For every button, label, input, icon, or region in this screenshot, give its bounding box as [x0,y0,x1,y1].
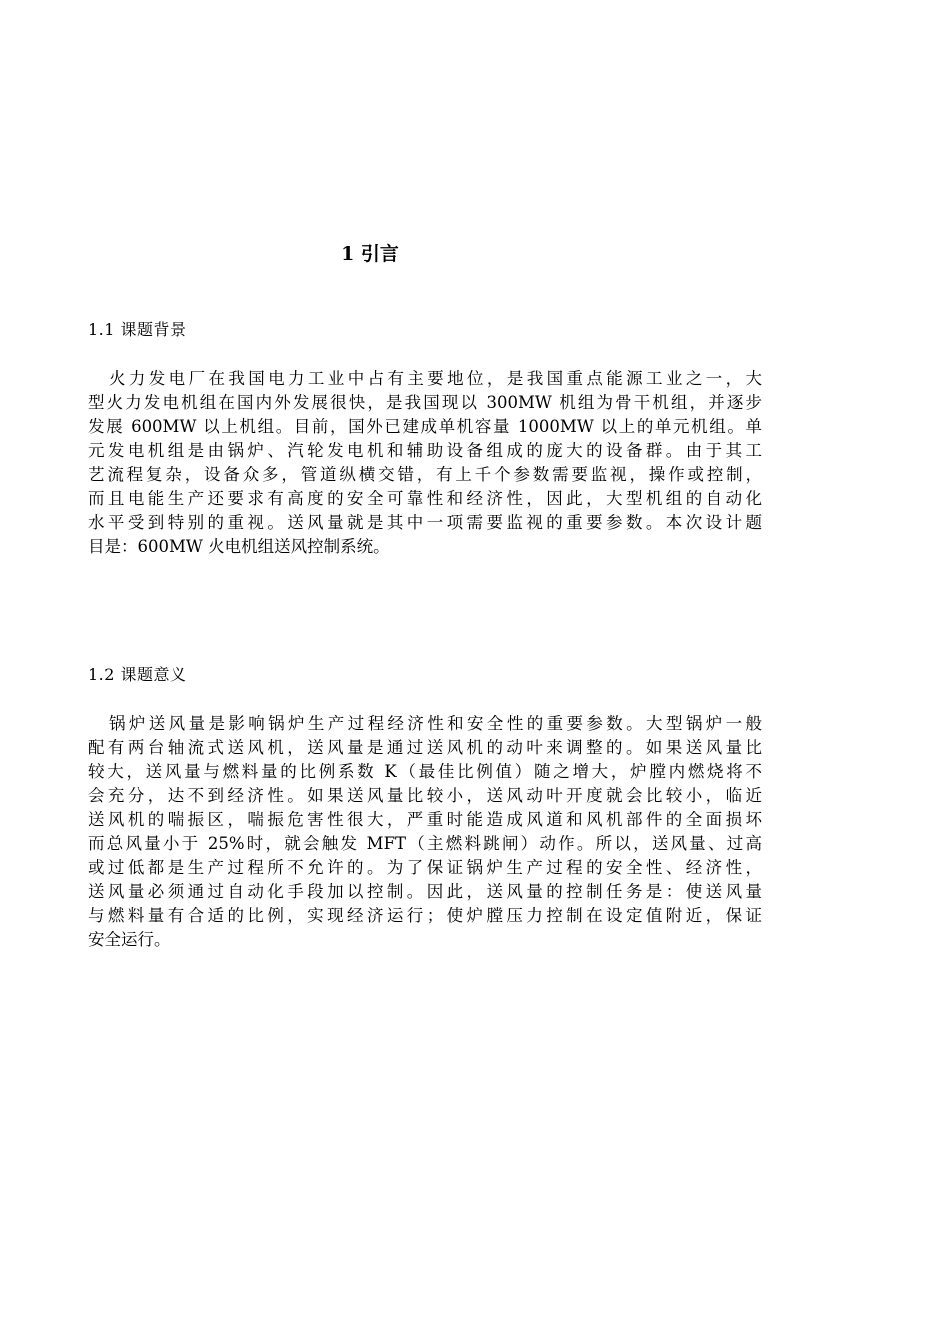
paragraph-line: 送风量必须通过自动化手段加以控制。因此，送风量的控制任务是：使送风量 [88,882,762,901]
paragraph-line: 而且电能生产还要求有高度的安全可靠性和经济性，因此，大型机组的自动化 [88,489,762,508]
paragraph-line: 艺流程复杂，设备众多，管道纵横交错，有上千个参数需要监视，操作或控制， [88,465,762,484]
paragraph-significance [88,712,762,952]
paragraph-line: 发展 600MW 以上机组。目前，国外已建成单机容量 1000MW 以上的单元机组。单 [88,417,762,436]
paragraph-line: 或过低都是生产过程所不允许的。为了保证锅炉生产过程的安全性、经济性， [88,858,762,877]
section-heading-significance: 1.2 课题意义 [88,665,187,684]
paragraph-line: 会充分，达不到经济性。如果送风量比较小，送风动叶开度就会比较小，临近 [88,786,762,805]
paragraph-line: 而总风量小于 25%时，就会触发 MFT（主燃料跳闸）动作。所以，送风量、过高 [88,834,762,853]
paragraph-line: 配有两台轴流式送风机，送风量是通过送风机的动叶来调整的。如果送风量比 [88,738,762,757]
paragraph-line: 较大，送风量与燃料量的比例系数 K（最佳比例值）随之增大，炉膛内燃烧将不 [88,762,762,781]
paragraph-line: 元发电机组是由锅炉、汽轮发电机和辅助设备组成的庞大的设备群。由于其工 [88,441,762,460]
paragraph-background [88,367,762,559]
paragraph-line: 送风机的喘振区，喘振危害性很大，严重时能造成风道和风机部件的全面损坏 [88,810,762,829]
section-heading-background: 1.1 课题背景 [88,320,187,339]
paragraph-line: 目是：600MW 火电机组送风控制系统。 [88,537,390,556]
paragraph-line: 与燃料量有合适的比例，实现经济运行；使炉膛压力控制在设定值附近，保证 [88,906,762,925]
paragraph-line: 水平受到特别的重视。送风量就是其中一项需要监视的重要参数。本次设计题 [88,513,762,532]
chapter-title: 1 引言 [341,243,399,265]
paragraph-line: 锅炉送风量是影响锅炉生产过程经济性和安全性的重要参数。大型锅炉一般 [109,714,762,733]
paragraph-line: 火力发电厂在我国电力工业中占有主要地位，是我国重点能源工业之一，大 [109,369,762,388]
paragraph-line: 安全运行。 [88,930,171,949]
paragraph-line: 型火力发电机组在国内外发展很快，是我国现以 300MW 机组为骨干机组，并逐步 [88,393,762,412]
